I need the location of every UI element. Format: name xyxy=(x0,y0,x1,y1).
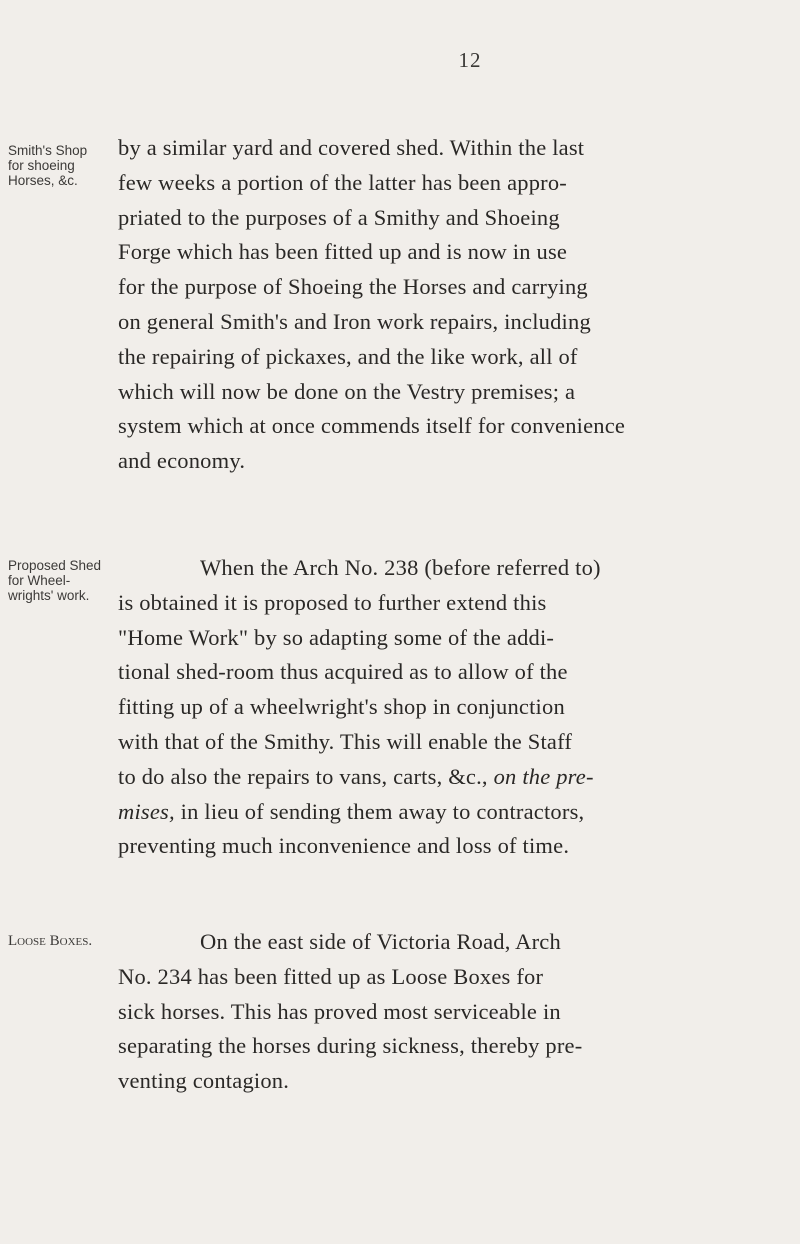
text-line: "Home Work" by so adapting some of the addi- xyxy=(118,624,555,650)
text-line: No. 234 has been fitted up as Loose Boxes for xyxy=(118,963,544,989)
text-line: the repairing of pickaxes, and the like work, all of xyxy=(118,343,578,369)
italic-segment: on the pre- xyxy=(493,763,594,789)
paragraph-loose-boxes xyxy=(118,925,798,1099)
margin-note-line: for Wheel- xyxy=(8,573,71,588)
margin-note-loose-boxes xyxy=(8,934,126,949)
text-line: few weeks a portion of the latter has been appro- xyxy=(118,169,568,195)
text-segment: in lieu of sending them away to contractors, xyxy=(180,798,585,824)
text-line: and economy. xyxy=(118,448,246,474)
margin-note-line: Smith's Shop xyxy=(8,143,88,158)
text-line: for the purpose of Shoeing the Horses and carrying xyxy=(118,274,588,300)
text-line: separating the horses during sickness, thereby pre- xyxy=(118,1033,583,1059)
text-line: preventing much inconvenience and loss of time. xyxy=(118,833,570,859)
text-line: on general Smith's and Iron work repairs, including xyxy=(118,308,591,334)
paragraph-proposed-shed xyxy=(118,551,798,864)
text-line: When the Arch No. 238 (before referred to) xyxy=(200,555,601,580)
text-line: fitting up of a wheelwright's shop in conjunction xyxy=(118,694,565,720)
text-line: priated to the purposes of a Smithy and Shoeing xyxy=(118,204,560,230)
margin-note-line: Loose Boxes. xyxy=(8,933,93,949)
margin-note-line: Horses, &c. xyxy=(8,173,78,188)
text-line: is obtained it is proposed to further extend this xyxy=(118,589,547,615)
text-line: On the east side of Victoria Road, Arch xyxy=(200,929,561,954)
text-line: which will now be done on the Vestry premises; a xyxy=(118,378,576,404)
margin-note-smiths-shop xyxy=(8,143,126,188)
text-line-mixed xyxy=(118,795,798,830)
margin-note-line: Proposed Shed xyxy=(8,558,102,573)
text-line-mixed xyxy=(118,760,798,795)
text-line: sick horses. This has proved most serviceable in xyxy=(118,998,561,1024)
paragraph-smiths-shop xyxy=(118,131,798,479)
text-line: with that of the Smithy. This will enable the Staff xyxy=(118,728,573,754)
text-line: Forge which has been fitted up and is now in use xyxy=(118,239,568,265)
text-segment: to do also the repairs to vans, carts, &c., xyxy=(118,763,488,789)
margin-note-proposed-shed xyxy=(8,558,126,603)
page-number: 12 xyxy=(458,48,482,72)
margin-note-line: wrights' work. xyxy=(8,588,90,603)
italic-segment: mises, xyxy=(118,798,175,824)
text-line: venting contagion. xyxy=(118,1068,290,1094)
margin-note-line: for shoeing xyxy=(8,158,75,173)
text-line: system which at once commends itself for convenience xyxy=(118,413,626,439)
text-line: tional shed-room thus acquired as to allow of the xyxy=(118,659,568,685)
text-line: by a similar yard and covered shed. Within the last xyxy=(118,135,585,160)
